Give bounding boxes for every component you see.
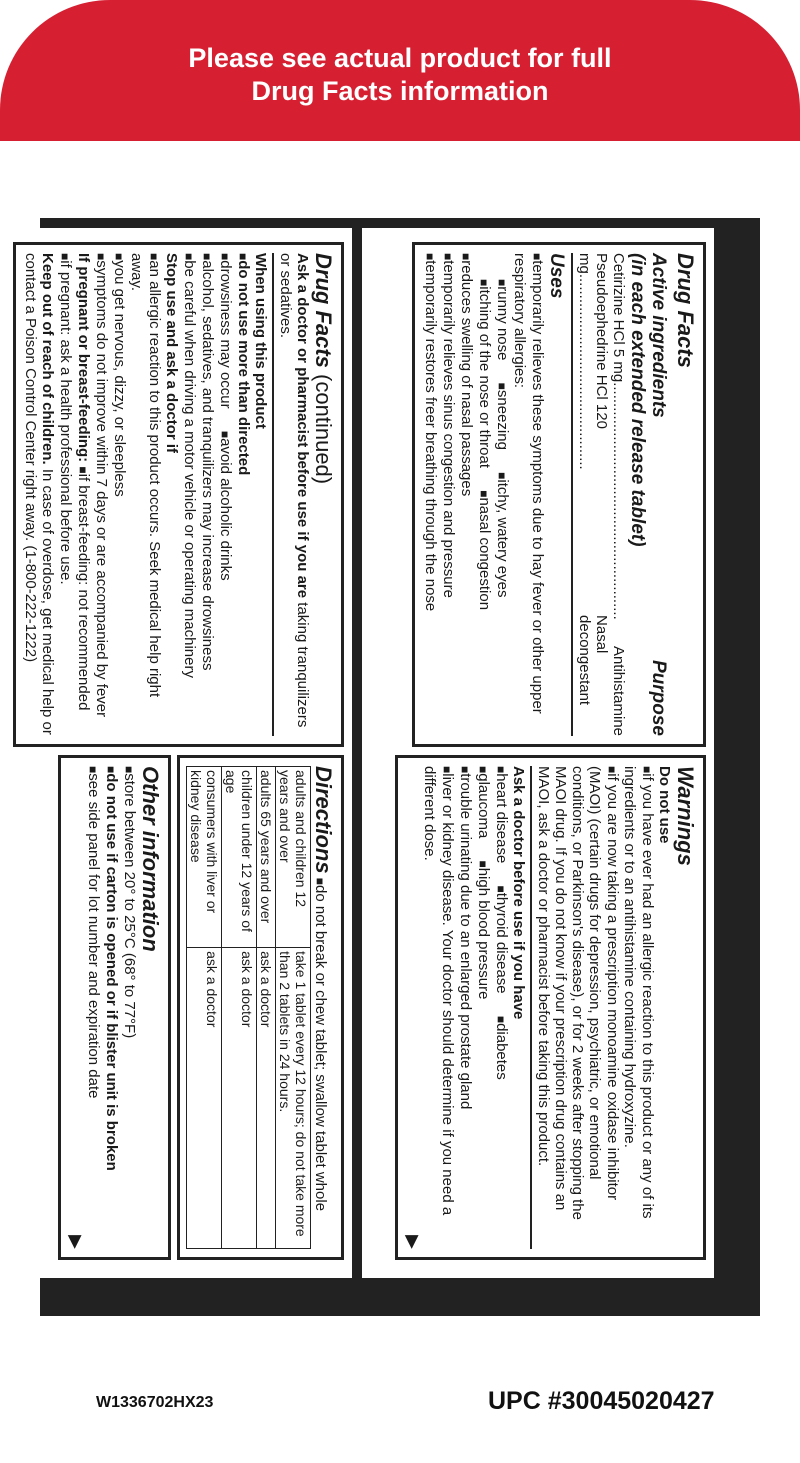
symptom-item: ■ nasal congestion xyxy=(475,490,493,610)
when-using-item: ■ alcohol, sedatives, and tranquilizers may increase drowsiness xyxy=(198,253,216,736)
dosage: take 1 tablet every 12 hours; do not take more than 2 tablets in 24 hours. xyxy=(276,948,311,1249)
panel-title-continued: (continued) xyxy=(311,374,336,485)
age-group: adults and children 12 years and over xyxy=(276,767,311,948)
directions-heading: Directions xyxy=(311,766,336,874)
do-not-use-item: ■ if you have ever had an allergic reaction to this product or any of its ingredients or to an antihistamine containing hydroxyzine. xyxy=(621,766,656,1249)
age-group: consumers with liver or kidney disease xyxy=(187,767,222,948)
panel-title: Drug Facts xyxy=(673,253,698,368)
other-information-box xyxy=(58,755,171,1260)
ask-doctor-item: ■ liver or kidney disease. Your doctor should determine if you need a different dose. xyxy=(421,766,456,1249)
drug-facts-panel-1 xyxy=(362,228,714,1278)
when-using-heading: When using this product xyxy=(252,253,269,429)
warnings-continued-box xyxy=(13,242,344,747)
product-code: W1336702HX23 xyxy=(96,1394,214,1411)
banner-line-2: Drug Facts information xyxy=(251,76,549,106)
other-info-item: ■ store between 20° to 25°C (68° to 77°F) xyxy=(120,766,138,1249)
symptom-item: ■ sneezing xyxy=(493,383,511,450)
do-not-use-item: ■ if you are now taking a prescription monoamine oxidase inhibitor (MAOI) (certain drugs for depression, psychiatric, or emotional conditions, or Parkinson's disease), or for 2 weeks after stopping the MAOI drug. If you do not know if your prescription drug contains an MAOI, ask a doctor or pharmacist before taking this product. xyxy=(535,766,621,1249)
uses-item: ■ temporarily restores freer breathing through the nose xyxy=(421,253,439,736)
banner-line-1: Please see actual product for full xyxy=(188,43,612,73)
warnings-box xyxy=(395,755,706,1260)
active-ingredients-box xyxy=(412,242,706,747)
stop-use-heading: Stop use and ask a doctor if xyxy=(163,253,180,454)
age-group: children under 12 years of age xyxy=(222,767,257,948)
other-information-heading: Other information xyxy=(138,766,163,952)
age-group: adults 65 years and over xyxy=(257,767,276,948)
dosage: ask a doctor xyxy=(187,948,222,1249)
pregnant-item: ■ if pregnant: ask a health professional before use. xyxy=(56,253,74,736)
panel-title: Drug Facts xyxy=(311,253,336,368)
stop-use-item: ■ symptoms do not improve within 7 days or are accompanied by fever xyxy=(92,253,110,736)
active-ingredients-subheading: (in each extended release tablet) xyxy=(627,253,648,547)
directions-box xyxy=(177,755,344,1260)
ingredient-purpose: Antihistamine xyxy=(610,645,627,736)
ask-doctor-heading: Ask a doctor before use if you have xyxy=(510,766,527,1020)
condition-item: ■ thyroid disease xyxy=(492,885,510,993)
symptom-item: ■ itching of the nose or throat xyxy=(475,279,493,468)
condition-item: ■ glaucoma xyxy=(474,766,492,838)
purpose-heading: Purpose xyxy=(648,659,669,736)
when-using-item: ■ avoid alcoholic drinks xyxy=(216,431,234,581)
pregnant-text: ■ if breast-feeding: not recommended xyxy=(74,466,92,710)
ingredient-purpose: Nasal decongestant xyxy=(576,615,610,706)
uses-item: ■ temporarily relieves sinus congestion and pressure xyxy=(439,253,457,736)
stop-use-item: ■ you get nervous, dizzy, or sleepless xyxy=(110,253,128,736)
continue-arrow-icon: ▶ xyxy=(403,1235,423,1249)
ingredient-name: Cetirizine HCl 5 mg......................................................... xyxy=(610,253,627,620)
directions-intro: ■ do not break or chew tablet; swallow tablet whole xyxy=(311,878,329,1211)
other-info-item: ■ see side panel for lot number and expiration date xyxy=(84,766,102,1249)
symptom-item: ■ runny nose xyxy=(493,279,511,360)
ask-doctor-item: ■ trouble urinating due to an enlarged prostate gland xyxy=(456,766,474,1249)
ingredient-name: Pseudoephedrine HCl 120 mg............................................... xyxy=(576,253,610,470)
table-row xyxy=(187,767,222,1249)
upc-code: UPC #30045020427 xyxy=(488,1387,715,1415)
pregnant-heading: If pregnant or breast-feeding: xyxy=(75,253,92,463)
condition-item: ■ diabetes xyxy=(492,1016,510,1080)
table-row xyxy=(276,767,311,1249)
warnings-heading: Warnings xyxy=(673,766,698,866)
uses-intro: ■ temporarily relieves these symptoms due to hay fever or other upper respiratory allergies: xyxy=(511,253,546,736)
when-using-item: ■ drowsiness may occur xyxy=(216,253,234,409)
when-using-item: ■ do not use more than directed xyxy=(234,253,252,736)
dosage: ask a doctor xyxy=(222,948,257,1249)
uses-heading: Uses xyxy=(546,253,567,299)
symptom-item: ■ itchy, watery eyes xyxy=(493,472,511,597)
uses-item: ■ reduces swelling of nasal passages xyxy=(457,253,475,736)
table-row xyxy=(222,767,257,1249)
keep-out-heading: Keep out of reach of children. xyxy=(39,253,56,465)
stop-use-item: ■ an allergic reaction to this product occurs. Seek medical help right away. xyxy=(128,253,163,736)
other-info-item: ■ do not use if carton is opened or if blister unit is broken xyxy=(102,766,120,1249)
active-ingredients-heading: Active ingredients xyxy=(648,253,669,418)
notice-banner-text xyxy=(0,42,800,108)
continue-arrow-icon: ▶ xyxy=(66,1235,86,1249)
condition-item: ■ heart disease xyxy=(492,766,510,863)
when-using-item: ■ be careful when driving a motor vehicle or operating machinery xyxy=(180,253,198,736)
directions-table xyxy=(186,766,311,1249)
do-not-use-heading: Do not use xyxy=(656,766,673,844)
condition-item: ■ high blood pressure xyxy=(474,860,492,999)
keep-out-text: In case of overdose, get medical help or contact a Poison Control Center right away. (1-800-222-1222) xyxy=(22,253,56,735)
ask-pharmacist-text: taking tranquilizers or sedatives. xyxy=(277,253,311,728)
ask-pharmacist-bold: Ask a doctor or pharmacist before use if you are xyxy=(294,253,311,599)
table-row xyxy=(257,767,276,1249)
drug-facts-panel-2 xyxy=(0,228,352,1278)
dosage: ask a doctor xyxy=(257,948,276,1249)
